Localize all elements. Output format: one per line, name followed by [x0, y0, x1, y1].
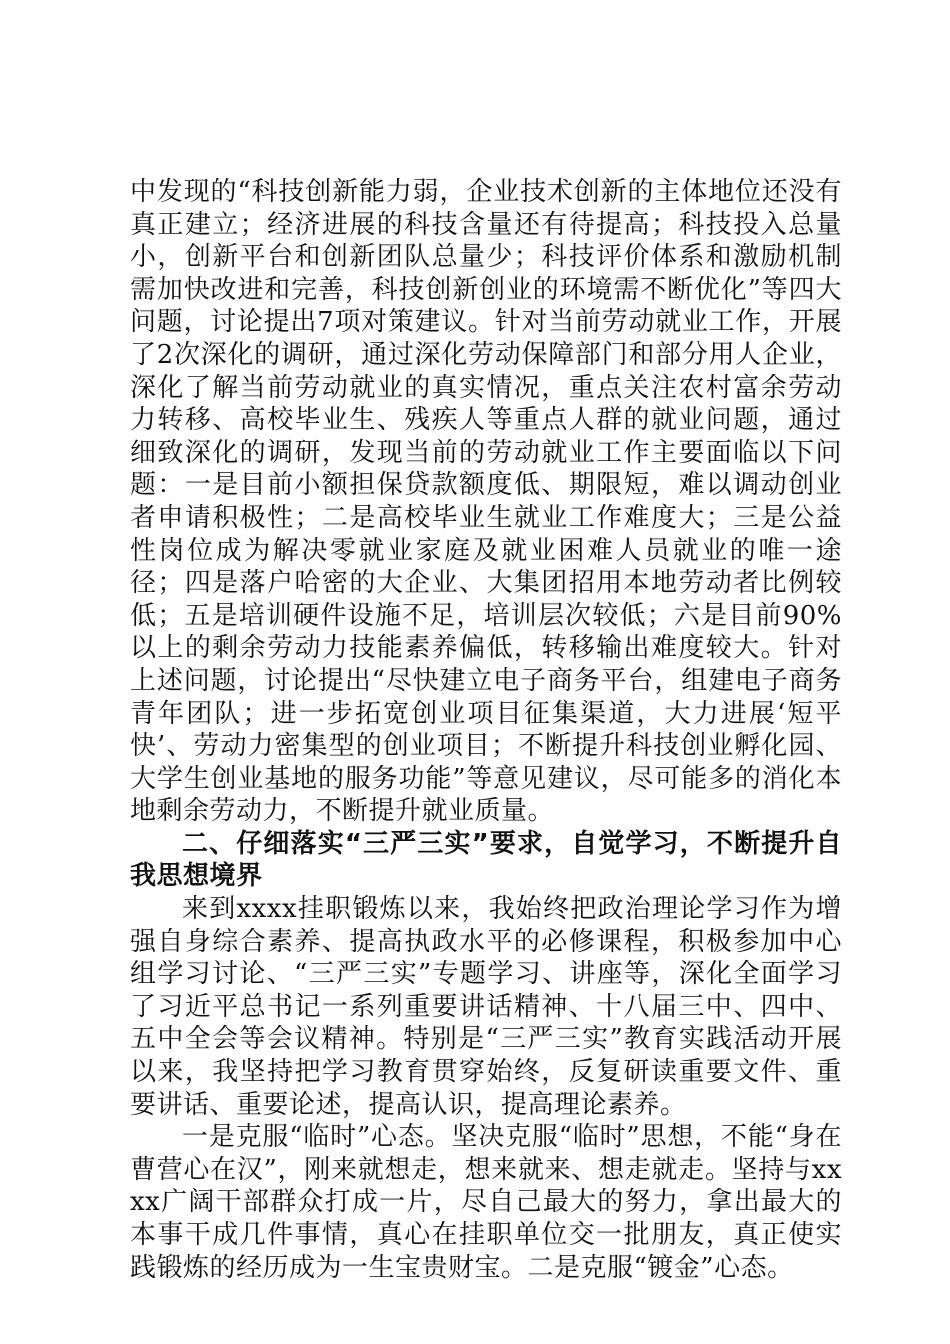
document-page: [130, 176, 842, 1284]
section-heading-2: 二、仔细落实“三严三实”要求，自觉学习，不断提升自我思想境界: [130, 828, 842, 892]
body-paragraph-3: 一是克服“临时”心态。坚决克服“临时”思想，不能“身在曹营心在汉”，刚来就想走，想来就来、想走就走。坚持与xxxx广阔干部群众打成一片，尽自己最大的努力，拿出最大的本事干成几件事情，真心在挂职单位交一批朋友，真正使实践锻炼的经历成为一生宝贵财宝。二是克服“镀金”心态。: [130, 1122, 842, 1283]
body-paragraph-1: 中发现的“科技创新能力弱，企业技术创新的主体地位还没有真正建立；经济进展的科技含量还有待提高；科技投入总量小，创新平台和创新团队总量少；科技评价体系和激励机制需加快改进和完善，科技创新创业的环境需不断优化”等四大问题，讨论提出7项对策建议。针对当前劳动就业工作，开展了2次深化的调研，通过深化劳动保障部门和部分用人企业，深化了解当前劳动就业的真实情况，重点关注农村富余劳动力转移、高校毕业生、残疾人等重点人群的就业问题，通过细致深化的调研，发现当前的劳动就业工作主要面临以下问题：一是目前小额担保贷款额度低、期限短，难以调动创业者申请积极性；二是高校毕业生就业工作难度大；三是公益性岗位成为解决零就业家庭及就业困难人员就业的唯一途径；四是落户哈密的大企业、大集团招用本地劳动者比例较低；五是培训硬件设施不足，培训层次较低；六是目前90%以上的剩余劳动力技能素养偏低，转移输出难度较大。针对上述问题，讨论提出“尽快建立电子商务平台，组建电子商务青年团队；进一步拓宽创业项目征集渠道，大力进展‘短平快’、劳动力密集型的创业项目；不断提升科技创业孵化园、大学生创业基地的服务功能”等意见建议，尽可能多的消化本地剩余劳动力，不断提升就业质量。: [130, 177, 842, 827]
body-paragraph-2: 来到xxxx挂职锻炼以来，我始终把政治理论学习作为增强自身综合素养、提高执政水平的必修课程，积极参加中心组学习讨论、“三严三实”专题学习、讲座等，深化全面学习了习近平总书记一系列重要讲话精神、十八届三中、四中、五中全会等会议精神。特别是“三严三实”教育实践活动开展以来，我坚持把学习教育贯穿始终，反复研读重要文件、重要讲话、重要论述，提高认识，提高理论素养。: [130, 894, 842, 1120]
